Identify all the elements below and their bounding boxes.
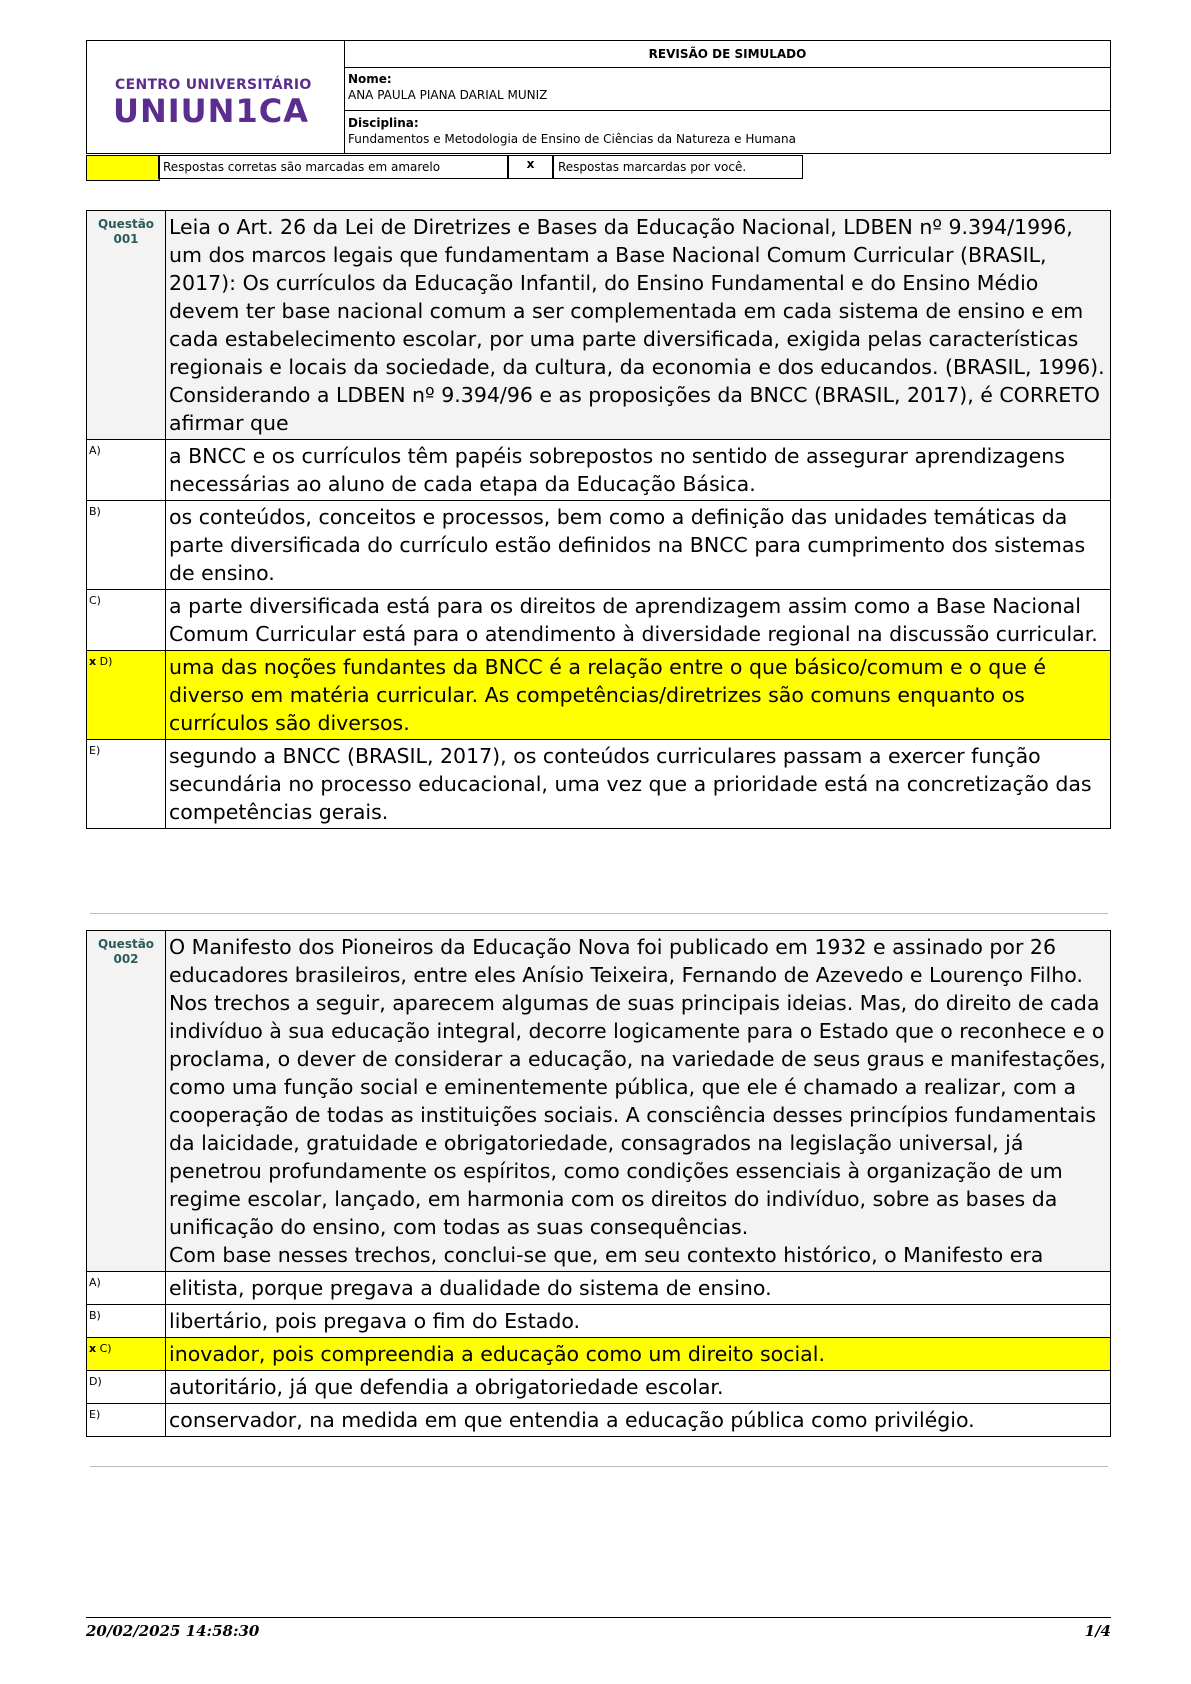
page-number: 1/4: [1084, 1622, 1111, 1640]
question-divider: [90, 913, 1108, 914]
option-letter: D): [99, 655, 113, 668]
option-d: [87, 1371, 1111, 1404]
option-c: [87, 590, 1111, 651]
discipline-name: Fundamentos e Metodologia de Ensino de Ciências da Natureza e Humana: [348, 132, 796, 146]
option-a: [87, 440, 1111, 501]
name-label: Nome:: [348, 72, 392, 86]
marked-legend-text: Respostas marcardas por você.: [553, 155, 803, 179]
question-statement-row: [87, 211, 1111, 440]
marked-x: x: [89, 1342, 97, 1355]
option-c-correct-marked: [87, 1338, 1111, 1371]
option-b: [87, 501, 1111, 590]
option-letter: B): [89, 505, 101, 518]
university-logo: [87, 41, 345, 153]
student-name-row: [344, 68, 1111, 111]
exam-header: [86, 40, 1111, 154]
option-text: autoritário, já que defendia a obrigatoriedade escolar.: [169, 1375, 724, 1399]
option-text: uma das noções fundantes da BNCC é a relação entre o que básico/comum e o que é diverso em matéria curricular. As competências/diretrizes são comuns enquanto os currículos são diversos.: [169, 655, 1046, 735]
discipline-label: Disciplina:: [348, 116, 419, 130]
logo-line1: CENTRO UNIVERSITÁRIO: [115, 77, 312, 93]
option-e: [87, 1404, 1111, 1437]
option-letter: B): [89, 1309, 101, 1322]
option-text: segundo a BNCC (BRASIL, 2017), os conteúdos curriculares passam a exercer função secundária no processo educacional, uma vez que a prioridade está na concretização das competências gerais.: [169, 744, 1092, 824]
option-d-correct-marked: [87, 651, 1111, 740]
correct-legend-text: Respostas corretas são marcadas em amarelo: [158, 155, 508, 179]
marked-symbol: x: [508, 155, 553, 179]
option-letter: D): [89, 1375, 102, 1388]
option-text: inovador, pois compreendia a educação como um direito social.: [169, 1342, 825, 1366]
student-name: ANA PAULA PIANA DARIAL MUNIZ: [348, 88, 548, 102]
print-datetime: 20/02/2025 14:58:30: [86, 1622, 260, 1640]
option-letter: A): [89, 1276, 101, 1289]
option-letter: C): [99, 1342, 112, 1355]
question-number: Questão 002: [97, 937, 155, 966]
option-text: os conteúdos, conceitos e processos, bem como a definição das unidades temáticas da parte diversificada do currículo estão definidos na BNCC para cumprimento dos sistemas de ensino.: [169, 505, 1086, 585]
option-a: [87, 1272, 1111, 1305]
question-statement: Leia o Art. 26 da Lei de Diretrizes e Bases da Educação Nacional, LDBEN nº 9.394/1996, um dos marcos legais que fundamentam a Base Nacional Comum Curricular (BRASIL, 2017): Os currículos da Educação Infantil, do Ensino Fundamental e do Ensino Médio devem ter base nacional comum a ser complementada em cada sistema de ensino e em cada estabelecimento escolar, por uma parte diversificada, exigida pelas características regionais e locais da sociedade, da cultura, da economia e dos educandos. (BRASIL, 1996). Considerando a LDBEN nº 9.394/96 e as proposições da BNCC (BRASIL, 2017), é CORRETO afirmar que: [169, 215, 1105, 435]
footer-rule: [86, 1617, 1111, 1618]
option-text: a parte diversificada está para os direitos de aprendizagem assim como a Base Nacional Comum Curricular está para o atendimento à diversidade regional na discussão curricular.: [169, 594, 1098, 646]
question-001: [86, 210, 1111, 829]
option-text: elitista, porque pregava a dualidade do sistema de ensino.: [169, 1276, 772, 1300]
option-e: [87, 740, 1111, 829]
question-divider: [90, 1466, 1108, 1467]
option-text: a BNCC e os currículos têm papéis sobrepostos no sentido de assegurar aprendizagens necessárias ao aluno de cada etapa da Educação Básica.: [169, 444, 1065, 496]
question-statement-row: [87, 931, 1111, 1272]
option-text: conservador, na medida em que entendia a educação pública como privilégio.: [169, 1408, 975, 1432]
option-letter: C): [89, 594, 101, 607]
marked-x: x: [89, 655, 97, 668]
discipline-row: [344, 112, 1111, 154]
option-b: [87, 1305, 1111, 1338]
question-002: [86, 930, 1111, 1437]
option-letter: A): [89, 444, 101, 457]
option-letter: E): [89, 744, 101, 757]
option-text: libertário, pois pregava o fim do Estado.: [169, 1309, 581, 1333]
correct-color-swatch: [86, 155, 160, 181]
logo-line2: UNIUN1CA: [113, 92, 309, 130]
question-number: Questão 001: [97, 217, 155, 246]
page-title: REVISÃO DE SIMULADO: [344, 41, 1111, 68]
question-statement: O Manifesto dos Pioneiros da Educação Nova foi publicado em 1932 e assinado por 26 educadores brasileiros, entre eles Anísio Teixeira, Fernando de Azevedo e Lourenço Filho. Nos trechos a seguir, aparecem algumas de suas principais ideias. Mas, do direito de cada indivíduo à sua educação integral, decorre logicamente para o Estado que o reconhece e o proclama, o dever de considerar a educação, na variedade de seus graus e manifestações, como uma função social e eminentemente pública, que ele é chamado a realizar, com a cooperação de todas as instituições sociais. A consciência desses princípios fundamentais da laicidade, gratuidade e obrigatoriedade, consagrados na legislação universal, já penetrou profundamente os espíritos, como condições essenciais à organização de um regime escolar, lançado, em harmonia com os direitos do indivíduo, sobre as bases da unificação do ensino, com todas as suas consequências. Com base nesses trechos, conclui-se que, em seu contexto histórico, o Manifesto era: [169, 935, 1106, 1267]
option-letter: E): [89, 1408, 101, 1421]
